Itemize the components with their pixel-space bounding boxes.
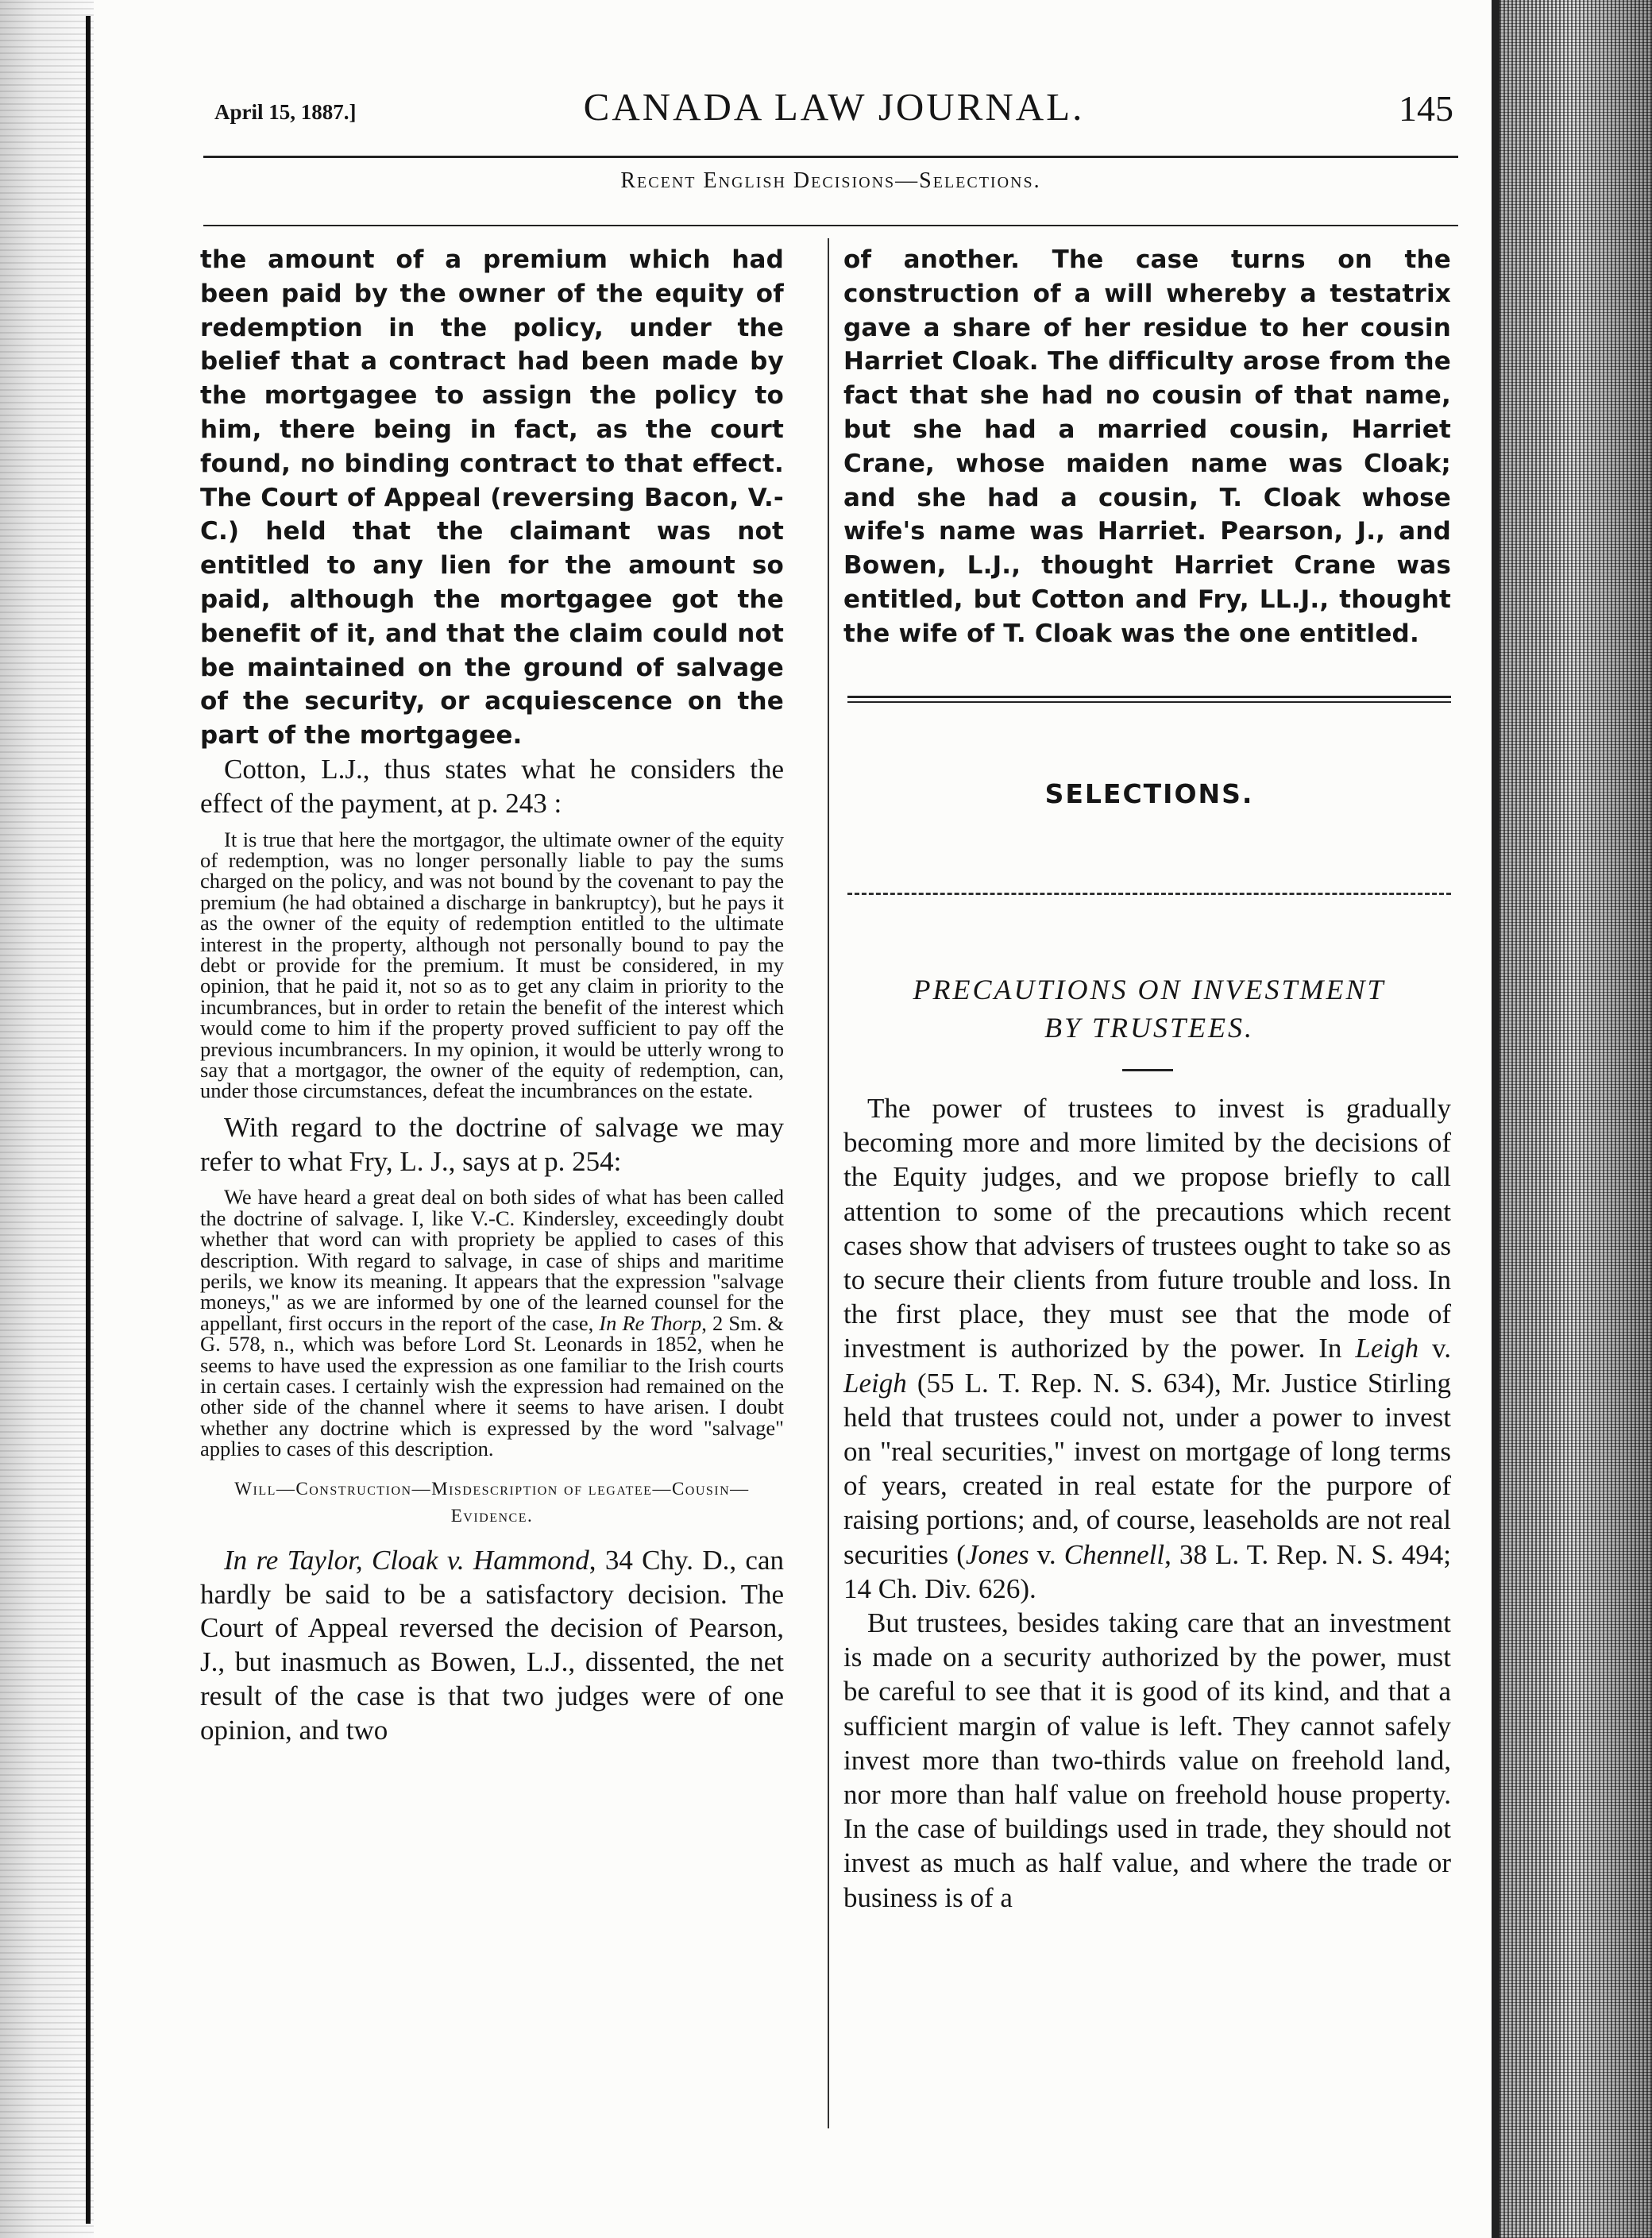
journal-title: CANADA LAW JOURNAL. <box>583 85 1085 129</box>
left-paragraph-1: the amount of a premium which had been paid by the owner of the equity of redemption in the policy, under the belief that a contract had been made by the mortgagee to assign the policy to him, there being in fact, as the court found, no binding contract to that effect. The Court of Appeal (reversing Bacon, V.-C.) held that the claimant was not entitled to any lien for the amount so paid, although the mortgagee got the benefit of it, and that the claim could not be maintained on the ground of salvage of the security, or acquiescence on the part of the mortgagee. <box>200 245 784 751</box>
case-name-in-re-thorp: In Re Thorp <box>599 1310 702 1335</box>
selections-title: SELECTIONS. <box>1044 778 1254 809</box>
left-paragraph-2: Cotton, L.J., thus states what he considers the effect of the payment, at p. 243 : <box>200 753 784 819</box>
title-ornament-rule <box>1122 1069 1173 1071</box>
right-column-upper <box>843 243 1451 651</box>
case-name-leigh-1: Leigh <box>1355 1333 1419 1364</box>
case-name-chennell: Chennell <box>1063 1538 1165 1570</box>
left-paragraph-3: With regard to the doctrine of salvage we may refer to what Fry, L. J., says at p. 254: <box>200 1111 784 1177</box>
header-rule <box>203 156 1458 158</box>
quote-cotton: It is true that here the mortgagor, the ultimate owner of the equity of redemption, was no longer personally liable to pay the sums charged on the policy, and was not bound by the covenant to pay the premium (he had obtained a discharge in bankruptcy), but he pays it as the owner of the equity of redemption entitled to the ultimate interest in the property, although not personally bound to pay the debt or provide for the premium. It must be considered, in my opinion, that he paid it, not so as to get any claim in priority to the incumbrances, but in order to retain the benefit of the interest which would come to him if the property proved sufficient to pay off the previous incumbrancers. In my opinion, it would be utterly wrong to say that a mortgagor, the owner of the equity of redemption, can, under those circumstances, defeat the incumbrances on the estate. <box>200 827 784 1103</box>
versus-1: v. <box>1418 1333 1452 1364</box>
page-edge-bar <box>1492 0 1500 2238</box>
quote-fry-part-1: We have heard a great deal on both sides of what has been called the doctrine of salvage. I, like V.-C. Kindersley, exceedingly doubt whether that word can with propriety be applied to cases of this description. With regard to salvage, in case of ships and maritime perils, we know its meaning. It appears that the expression "salvage moneys," as we are informed by one of the learned counsel for the appellant, first occurs in the report of the case, <box>200 1185 784 1335</box>
left-paragraph-4 <box>200 1544 784 1748</box>
case-name-jones: Jones <box>965 1538 1029 1570</box>
right-paragraph-2-text-2: (55 L. T. Rep. N. S. 634), Mr. Justice Stirling held that trustees could not, under a power to invest on "real securities," invest on mortgage of long terms of years, created in real estate for the purpore of raising portions; and, of course, leaseholds are not real securities ( <box>843 1367 1451 1570</box>
versus-2: v. <box>1029 1538 1064 1570</box>
scan-edge-left <box>0 0 94 2238</box>
case-heading: Will—Construction—Misdescription of legatee—Cousin—Evidence. <box>234 1478 750 1526</box>
column-divider <box>828 238 829 2128</box>
section-rule <box>203 225 1458 226</box>
quote-fry <box>200 1187 784 1459</box>
left-column <box>200 243 784 1747</box>
right-paragraph-3: But trustees, besides taking care that an investment is made on a security authorized by the power, must be careful to see that it is good of its kind, and that a sufficient margin of value is left. They cannot safely invest more than two-thirds value on freehold land, nor more than half value on freehold house property. In the case of buildings used in trade, they should not invest as much as half value, and where the trade or business is of a <box>843 1607 1451 1913</box>
right-paragraph-1: of another. The case turns on the construction of a will whereby a testatrix gave a share of her residue to her cousin Harriet Cloak. The difficulty arose from the fact that she had no cousin of that name, but she had a married cousin, Harriet Crane, whose maiden name was Cloak; and she had a cousin, T. Cloak whose wife's name was Harriet. Pearson, J., and Bowen, L.J., thought Harriet Crane was entitled, but Cotton and Fry, LL.J., thought the wife of T. Cloak was the one entitled. <box>843 245 1451 648</box>
right-paragraph-2 <box>843 1091 1451 1606</box>
article-title-line-2: BY TRUSTEES. <box>1044 1012 1255 1044</box>
left-paragraph-4-text: , 34 Chy. D., can hardly be said to be a satisfactory decision. The Court of Appeal reversed the decision of Pearson, J., but inasmuch as Bowen, L.J., dissented, the net result of the case is that two judges were of one opinion, and two <box>200 1544 784 1746</box>
case-name-leigh-2: Leigh <box>843 1367 907 1399</box>
quote-fry-part-2: , 2 Sm. & G. 578, n., which was before Lord St. Leonards in 1852, when he seems to have used the expression as one familiar to the Irish courts in certain cases. I certainly wish the expression had remained on the other side of the channel where it seems to have arisen. I doubt whether any doctrine which is expressed by the word "salvage" applies to cases of this description. <box>200 1310 785 1461</box>
dashed-rule <box>847 893 1451 895</box>
right-paragraph-2-text-3: , 38 L. T. Rep. N. S. 494; 14 Ch. Div. 626). <box>843 1538 1451 1604</box>
right-paragraph-2-text-1: The power of trustees to invest is gradually becoming more and more limited by the decisions of the Equity judges, and we propose briefly to call attention to some of the precautions which recent cases show that advisers of trustees ought to take so as to secure their clients from future trouble and loss. In the first place, they must see that the mode of investment is authorized by the power. In <box>843 1093 1451 1364</box>
article-title-line-1: PRECAUTIONS ON INVESTMENT <box>913 974 1386 1005</box>
binding-shadow <box>86 16 91 2224</box>
scan-edge-right <box>1492 0 1652 2238</box>
right-column-lower <box>843 1091 1451 1915</box>
issue-date: April 15, 1887.] <box>214 100 357 124</box>
double-rule <box>847 696 1451 703</box>
section-heading: Recent English Decisions—Selections. <box>620 168 1041 193</box>
page-number: 145 <box>1399 88 1453 129</box>
case-name-taylor: In re Taylor, Cloak v. Hammond <box>224 1544 589 1576</box>
article-title <box>843 970 1455 1047</box>
running-head <box>214 79 1453 143</box>
